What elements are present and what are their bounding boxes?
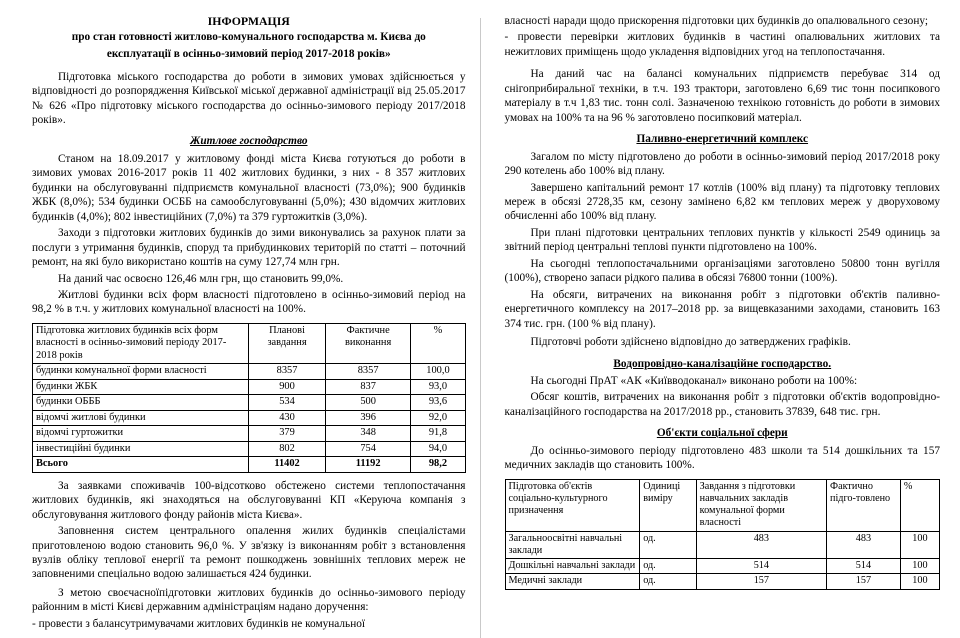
table-cell: 483 xyxy=(696,531,826,558)
page-subtitle-line2: експлуатації в осінньо-зимовий період 2017-2018 років» xyxy=(106,48,391,60)
paragraph: - провести перевірки житлових будинків в частині опалювальних житлових та нежитлових приміщень щодо укладення відповідних угод на теплопостачання. xyxy=(504,31,940,58)
table-header-row xyxy=(33,323,466,363)
section-heading-fuel-energy: Паливно-енергетичний комплекс xyxy=(636,133,809,146)
right-column xyxy=(481,14,951,638)
left-column xyxy=(10,14,480,638)
table-cell: будинки комунальної форми власності xyxy=(33,364,249,379)
table-cell: 93,0 xyxy=(411,379,465,394)
table-header-cell: % xyxy=(900,479,939,531)
table-cell: Загальноосвітні навчальні заклади xyxy=(505,531,640,558)
table-cell: 483 xyxy=(827,531,901,558)
paragraph: Житлові будинки всіх форм власності підготовлено в осінньо-зимовий період на 98,2 % в т.ч. у житлових комунальної власності на 100%. xyxy=(32,289,466,316)
table-cell: відомчі гуртожитки xyxy=(33,426,249,441)
table-cell: 94,0 xyxy=(411,441,465,456)
table-cell: Дошкільні навчальні заклади xyxy=(505,559,640,574)
paragraph: власності наради щодо прискорення підготовки цих будинків до опалювального сезону; xyxy=(504,15,929,27)
table-cell: 900 xyxy=(249,379,326,394)
table-row xyxy=(33,441,466,456)
table-header-cell: % xyxy=(411,323,465,363)
table-cell: 98,2 xyxy=(411,457,465,472)
table-row xyxy=(33,410,466,425)
table-cell: 348 xyxy=(325,426,411,441)
paragraph: Заповнення систем центрального опалення жилих будинків спеціалістами приготовленою водою становить 96,0 %. У зв'язку із виконанням робіт з встановлення вузлів обліку теплової енергії та ремонт пошкоджень зовнішніх теплових мереж не заповненими спеціально водою залишається 424 будинки. xyxy=(32,525,466,581)
housing-readiness-table xyxy=(32,323,466,473)
table-cell: 514 xyxy=(827,559,901,574)
table-cell: 157 xyxy=(827,574,901,589)
section-heading-housing: Житлове господарство xyxy=(190,135,308,148)
paragraph: Завершено капітальний ремонт 17 котлів (100% від плану) та підготовку теплових мереж в обсязі 2728,35 км, сезону замінено 6,82 км теплових мереж у дворуховому обчисленні або 100% від плану. xyxy=(504,181,940,223)
table-cell: 8357 xyxy=(249,364,326,379)
paragraph: За заявками споживачів 100-відсотково обстежено системи теплопостачання житлових будинків, які знаходяться на обслуговуванні КП «Керуюча компанія з обслуговування житлового фонду районів міста Києва». xyxy=(32,479,466,521)
table-cell: 754 xyxy=(325,441,411,456)
table-row xyxy=(505,531,940,558)
page-subtitle-line1: про стан готовності житлово-комунального господарства м. Києва до xyxy=(71,31,426,44)
table-total-row xyxy=(33,457,466,472)
table-cell: відомчі житлові будинки xyxy=(33,410,249,425)
table-cell: будинки ОБББ xyxy=(33,395,249,410)
table-header-cell: Планові завдання xyxy=(249,323,326,363)
paragraph: Загалом по місту підготовлено до роботи в осінньо-зимовий період 2017/2018 року 290 котелень або 100% від плану. xyxy=(504,150,940,178)
paragraph: На даний час освоєно 126,46 млн грн, що становить 99,0%. xyxy=(58,272,344,285)
table-cell: 379 xyxy=(249,426,326,441)
paragraph: На сьогодні ПрАТ «АК «Київводоканал» виконано роботи на 100%: xyxy=(530,374,858,387)
paragraph: До осінньо-зимового періоду підготовлено 483 школи та 514 дошкільних та 157 медичних закладів що становить 100%. xyxy=(504,444,940,472)
table-cell: 91,8 xyxy=(411,426,465,441)
paragraph: При плані підготовки центральних теплових пунктів у кількості 2549 одиниць за звітний період центральні теплові пункти підготовлено на 100%. xyxy=(504,226,940,254)
table-cell: інвестиційні будинки xyxy=(33,441,249,456)
table-cell: 837 xyxy=(325,379,411,394)
table-cell: 93,6 xyxy=(411,395,465,410)
table-cell: будинки ЖБК xyxy=(33,379,249,394)
table-row xyxy=(33,426,466,441)
table-cell: 500 xyxy=(325,395,411,410)
paragraph: Заходи з підготовки житлових будинків до зими виконувались за рахунок плати за послуги з утримання будинків, споруд та прибудинкових територій по статті – поточний ремонт, на які було використано коштів на суму 127,74 млн грн. xyxy=(32,227,466,269)
paragraph: З метою своєчасноїпідготовки житлових будинків до осінньо-зимового періоду районним в місті Києві державним адміністраціям надано доручення: xyxy=(32,586,466,614)
paragraph: Станом на 18.09.2017 у житловому фонді міста Києва готуються до роботи в зимових умовах 2016-2017 років 11 402 житлових будинки, з них - 8 357 житлових будинки на обслуговуванні підприємств комунальної власності (73,0%); 900 будинків ЖБК (8,0%); 534 будинки ОСББ на самообслуговуванні (5,0%); 430 відомчих житлових будинків (4,0%); 802 інвестиційних (7,0%) та 379 гуртожитків (3,0%). xyxy=(32,152,466,223)
table-cell: 534 xyxy=(249,395,326,410)
table-cell: Всього xyxy=(33,457,249,472)
paragraph: Обсяг коштів, витрачених на виконання робіт з підготовки об'єктів водопровідно-каналізаційного господарства на 2017/2018 рр., становить 37839, 648 тис. грн. xyxy=(504,391,940,418)
paragraph: Підготовка міського господарства до роботи в зимових умовах здійснюється у відповідності до розпорядження Київської міської державної адміністрації від 25.05.2017 № 626 «Про підготовку міського господарства до осінньо-зимового періоду 2017/2018 років». xyxy=(32,70,466,127)
table-row xyxy=(33,395,466,410)
paragraph: Підготовчі роботи здійснено відповідно до затверджених графіків. xyxy=(530,336,851,349)
table-header-cell: Підготовка житлових будинків всіх форм власності в осінньо-зимовий періоду 2017-2018 років xyxy=(33,323,249,363)
table-cell: 100 xyxy=(900,531,939,558)
table-cell: од. xyxy=(640,574,696,589)
table-cell: 430 xyxy=(249,410,326,425)
table-header-cell: Фактичне виконання xyxy=(325,323,411,363)
page-title: ІНФОРМАЦІЯ xyxy=(207,14,290,28)
table-cell: 514 xyxy=(696,559,826,574)
section-heading-social-objects: Об'єкти соціальної сфери xyxy=(656,427,788,440)
table-cell: 8357 xyxy=(325,364,411,379)
paragraph: - провести з балансутримувачами житлових будинків не комунальної xyxy=(32,617,366,630)
paragraph: На обсяги, витрачених на виконання робіт з підготовки об'єктів паливно-енергетичного комплексу на 2017–2018 рр. за вищевказаними заходами, становить 163 374 тис. грн. (100 % від плану). xyxy=(504,288,940,330)
table-row xyxy=(505,559,940,574)
social-objects-readiness-table xyxy=(505,479,941,590)
table-cell: 11402 xyxy=(249,457,326,472)
table-cell: 157 xyxy=(696,574,826,589)
table-cell: 100 xyxy=(900,559,939,574)
table-header-cell: Фактично підго-товлено xyxy=(827,479,901,531)
table-cell: 11192 xyxy=(325,457,411,472)
table-header-row xyxy=(505,479,940,531)
table-cell: од. xyxy=(640,531,696,558)
table-cell: од. xyxy=(640,559,696,574)
table-row xyxy=(505,574,940,589)
table-row xyxy=(33,364,466,379)
paragraph: На даний час на балансі комунальних підприємств перебуває 314 од снігоприбиральної техніки, в т.ч. 193 трактори, заготовлено 6,69 тис тонн посипкового матеріалу в т.ч 1,83 тис. тонн солі. Зазначеною технікою готовність до роботи в зимових умовах на 100% та на 96 % заготовлено посипковий матеріал. xyxy=(504,68,940,124)
paragraph: На сьогодні теплопостачальними організаціями заготовлено 50800 тонн вугілля (100%), створено запаси рідкого палива в обсязі 76800 тонни (100%). xyxy=(504,257,940,285)
table-header-cell: Підготовка об'єктів соціально-культурного призначення xyxy=(505,479,640,531)
table-cell: Медичні заклади xyxy=(505,574,640,589)
table-row xyxy=(33,379,466,394)
table-cell: 92,0 xyxy=(411,410,465,425)
table-cell: 802 xyxy=(249,441,326,456)
table-cell: 396 xyxy=(325,410,411,425)
table-cell: 100,0 xyxy=(411,364,465,379)
table-header-cell: Завдання з підготовки навчальних закладів комунальної форми власності xyxy=(696,479,826,531)
section-heading-water-sewerage: Водопровідно-каналізаційне господарство. xyxy=(613,357,832,370)
table-cell: 100 xyxy=(900,574,939,589)
table-header-cell: Одиниці виміру xyxy=(640,479,696,531)
